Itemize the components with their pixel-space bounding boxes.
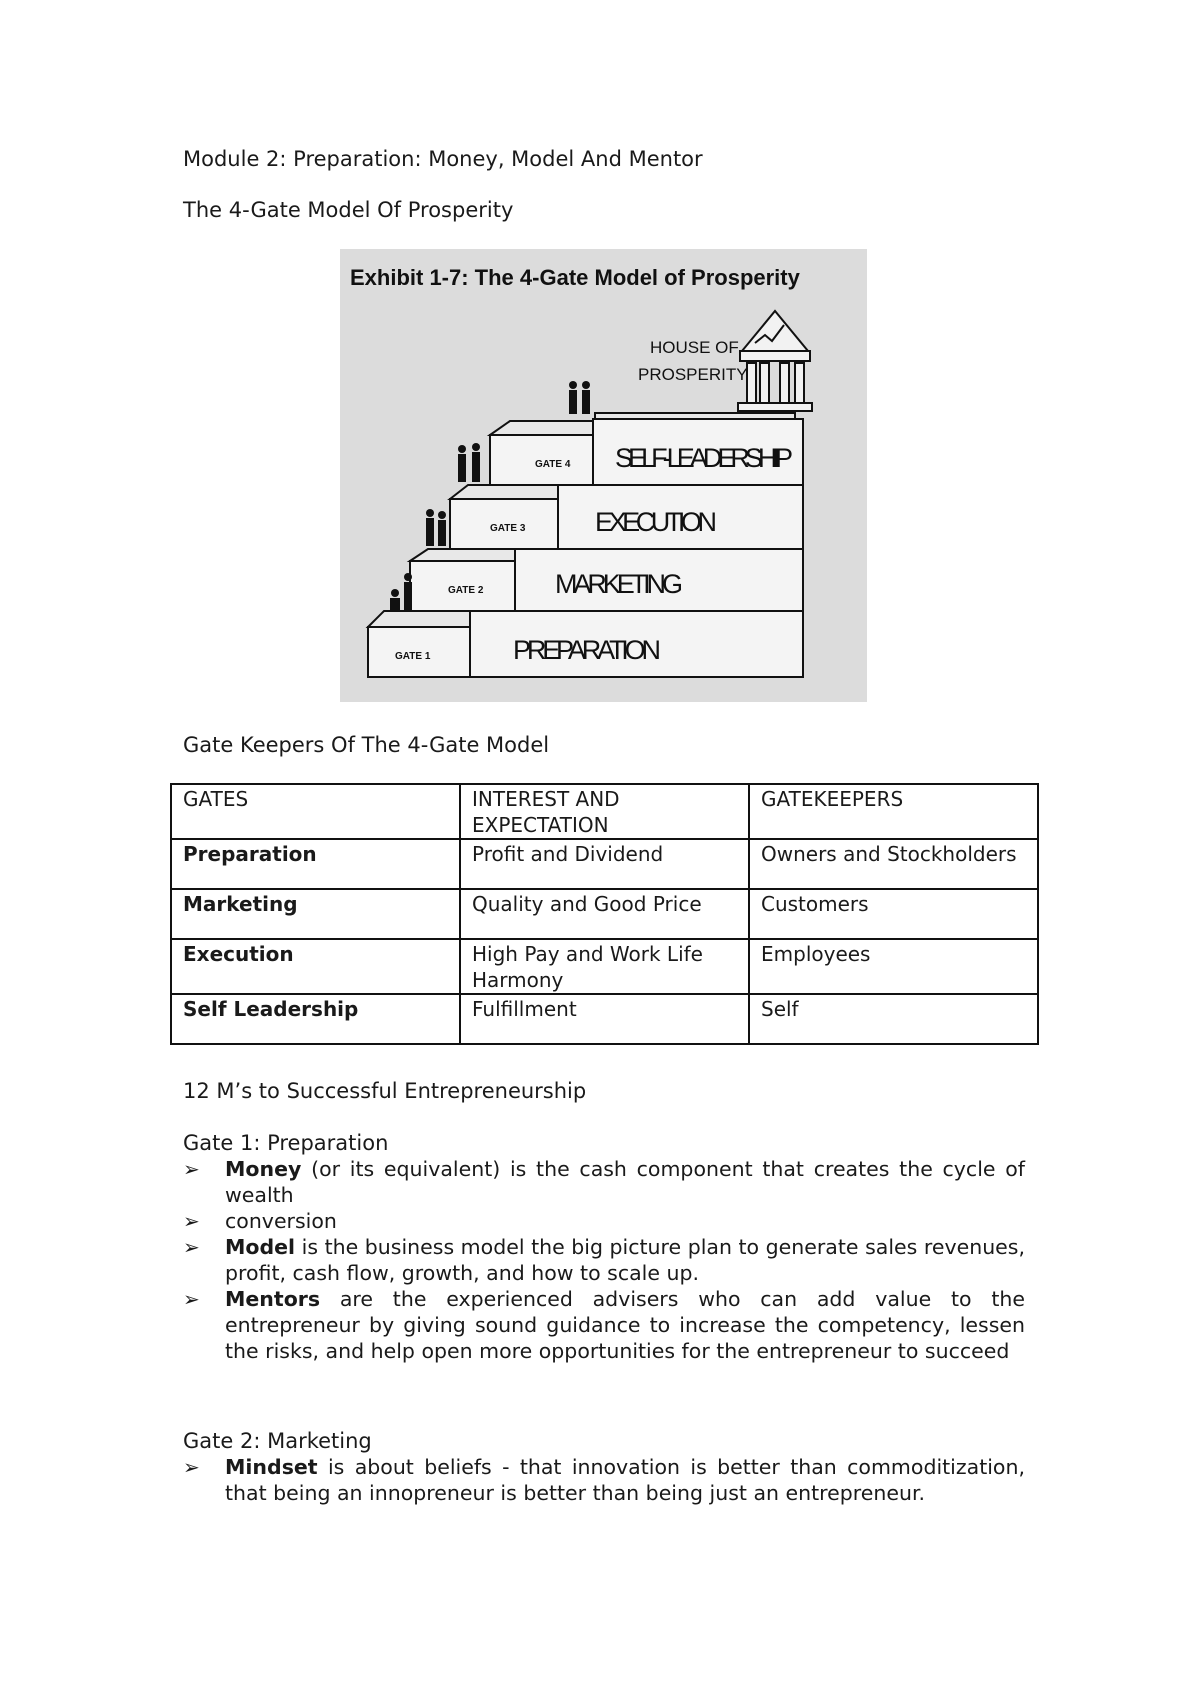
term: Mentors xyxy=(225,1287,321,1311)
term: Model xyxy=(225,1235,296,1259)
self-leadership-label: SELF-LEADERSHIP xyxy=(615,443,793,473)
table-cell: High Pay and Work Life Harmony xyxy=(460,939,749,994)
definition: are the experienced advisers who can add value to the entrepreneur by giving sound guidance to increase the competency, lessen the risks, and help open more opportunities for the entrepreneur to succeed xyxy=(225,1287,1025,1363)
table-cell: Owners and Stockholders xyxy=(749,839,1038,889)
arrow-bullet-icon: ➢ xyxy=(183,1157,200,1181)
module-title: Module 2: Preparation: Money, Model And Mentor xyxy=(183,147,703,171)
list-item xyxy=(183,1286,1025,1364)
gate-2-bullet-list xyxy=(183,1454,1025,1506)
table-row xyxy=(171,889,1038,939)
four-gate-model-figure xyxy=(340,249,867,702)
figure-title: Exhibit 1-7: The 4-Gate Model of Prosperity xyxy=(350,265,800,290)
arrow-bullet-icon: ➢ xyxy=(183,1209,200,1233)
gate-2-label: GATE 2 xyxy=(448,585,484,596)
table-cell: Self Leadership xyxy=(171,994,460,1044)
gate-1-bullet-list xyxy=(183,1156,1025,1364)
table-row xyxy=(171,939,1038,994)
definition: conversion xyxy=(225,1209,337,1233)
list-item xyxy=(183,1454,1025,1506)
house-label-2: PROSPERITY xyxy=(638,365,748,384)
list-item xyxy=(183,1208,1025,1234)
term: Money xyxy=(225,1157,302,1181)
model-title: The 4-Gate Model Of Prosperity xyxy=(183,198,514,222)
list-item xyxy=(183,1156,1025,1208)
arrow-bullet-icon: ➢ xyxy=(183,1235,200,1259)
marketing-label: MARKETING xyxy=(555,569,683,599)
term: Mindset xyxy=(225,1455,318,1479)
table-cell: Self xyxy=(749,994,1038,1044)
house-label-1: HOUSE OF xyxy=(650,338,739,357)
definition: is about beliefs - that innovation is better than commoditization, that being an innopreneur is better than being just an entrepreneur. xyxy=(225,1455,1025,1505)
gate-3-label: GATE 3 xyxy=(490,523,526,534)
table-header-cell: GATEKEEPERS xyxy=(749,784,1038,839)
table-cell: Employees xyxy=(749,939,1038,994)
execution-label: EXECUTION xyxy=(595,507,717,537)
table-cell: Fulfillment xyxy=(460,994,749,1044)
table-cell: Quality and Good Price xyxy=(460,889,749,939)
table-row xyxy=(171,994,1038,1044)
definition: is the business model the big picture plan to generate sales revenues, profit, cash flow, growth, and how to scale up. xyxy=(225,1235,1025,1285)
preparation-label: PREPARATION xyxy=(513,635,661,665)
table-cell: Preparation xyxy=(171,839,460,889)
arrow-bullet-icon: ➢ xyxy=(183,1455,200,1479)
definition: (or its equivalent) is the cash component that creates the cycle of wealth xyxy=(225,1157,1025,1207)
arrow-bullet-icon: ➢ xyxy=(183,1287,200,1311)
twelve-ms-title: 12 M’s to Successful Entrepreneurship xyxy=(183,1079,587,1103)
table-header-cell: GATES xyxy=(171,784,460,839)
gate-keepers-title: Gate Keepers Of The 4-Gate Model xyxy=(183,733,550,757)
table-cell: Customers xyxy=(749,889,1038,939)
table-header-cell: INTEREST AND EXPECTATION xyxy=(460,784,749,839)
table-cell: Marketing xyxy=(171,889,460,939)
gate-4-label: GATE 4 xyxy=(535,459,571,470)
table-row xyxy=(171,839,1038,889)
gate-1-heading: Gate 1: Preparation xyxy=(183,1131,389,1155)
list-item xyxy=(183,1234,1025,1286)
table-cell: Execution xyxy=(171,939,460,994)
table-header-row xyxy=(171,784,1038,839)
gate-keepers-table xyxy=(170,783,1039,1045)
gate-2-heading: Gate 2: Marketing xyxy=(183,1429,372,1453)
table-cell: Profit and Dividend xyxy=(460,839,749,889)
gate-1-label: GATE 1 xyxy=(395,651,431,662)
